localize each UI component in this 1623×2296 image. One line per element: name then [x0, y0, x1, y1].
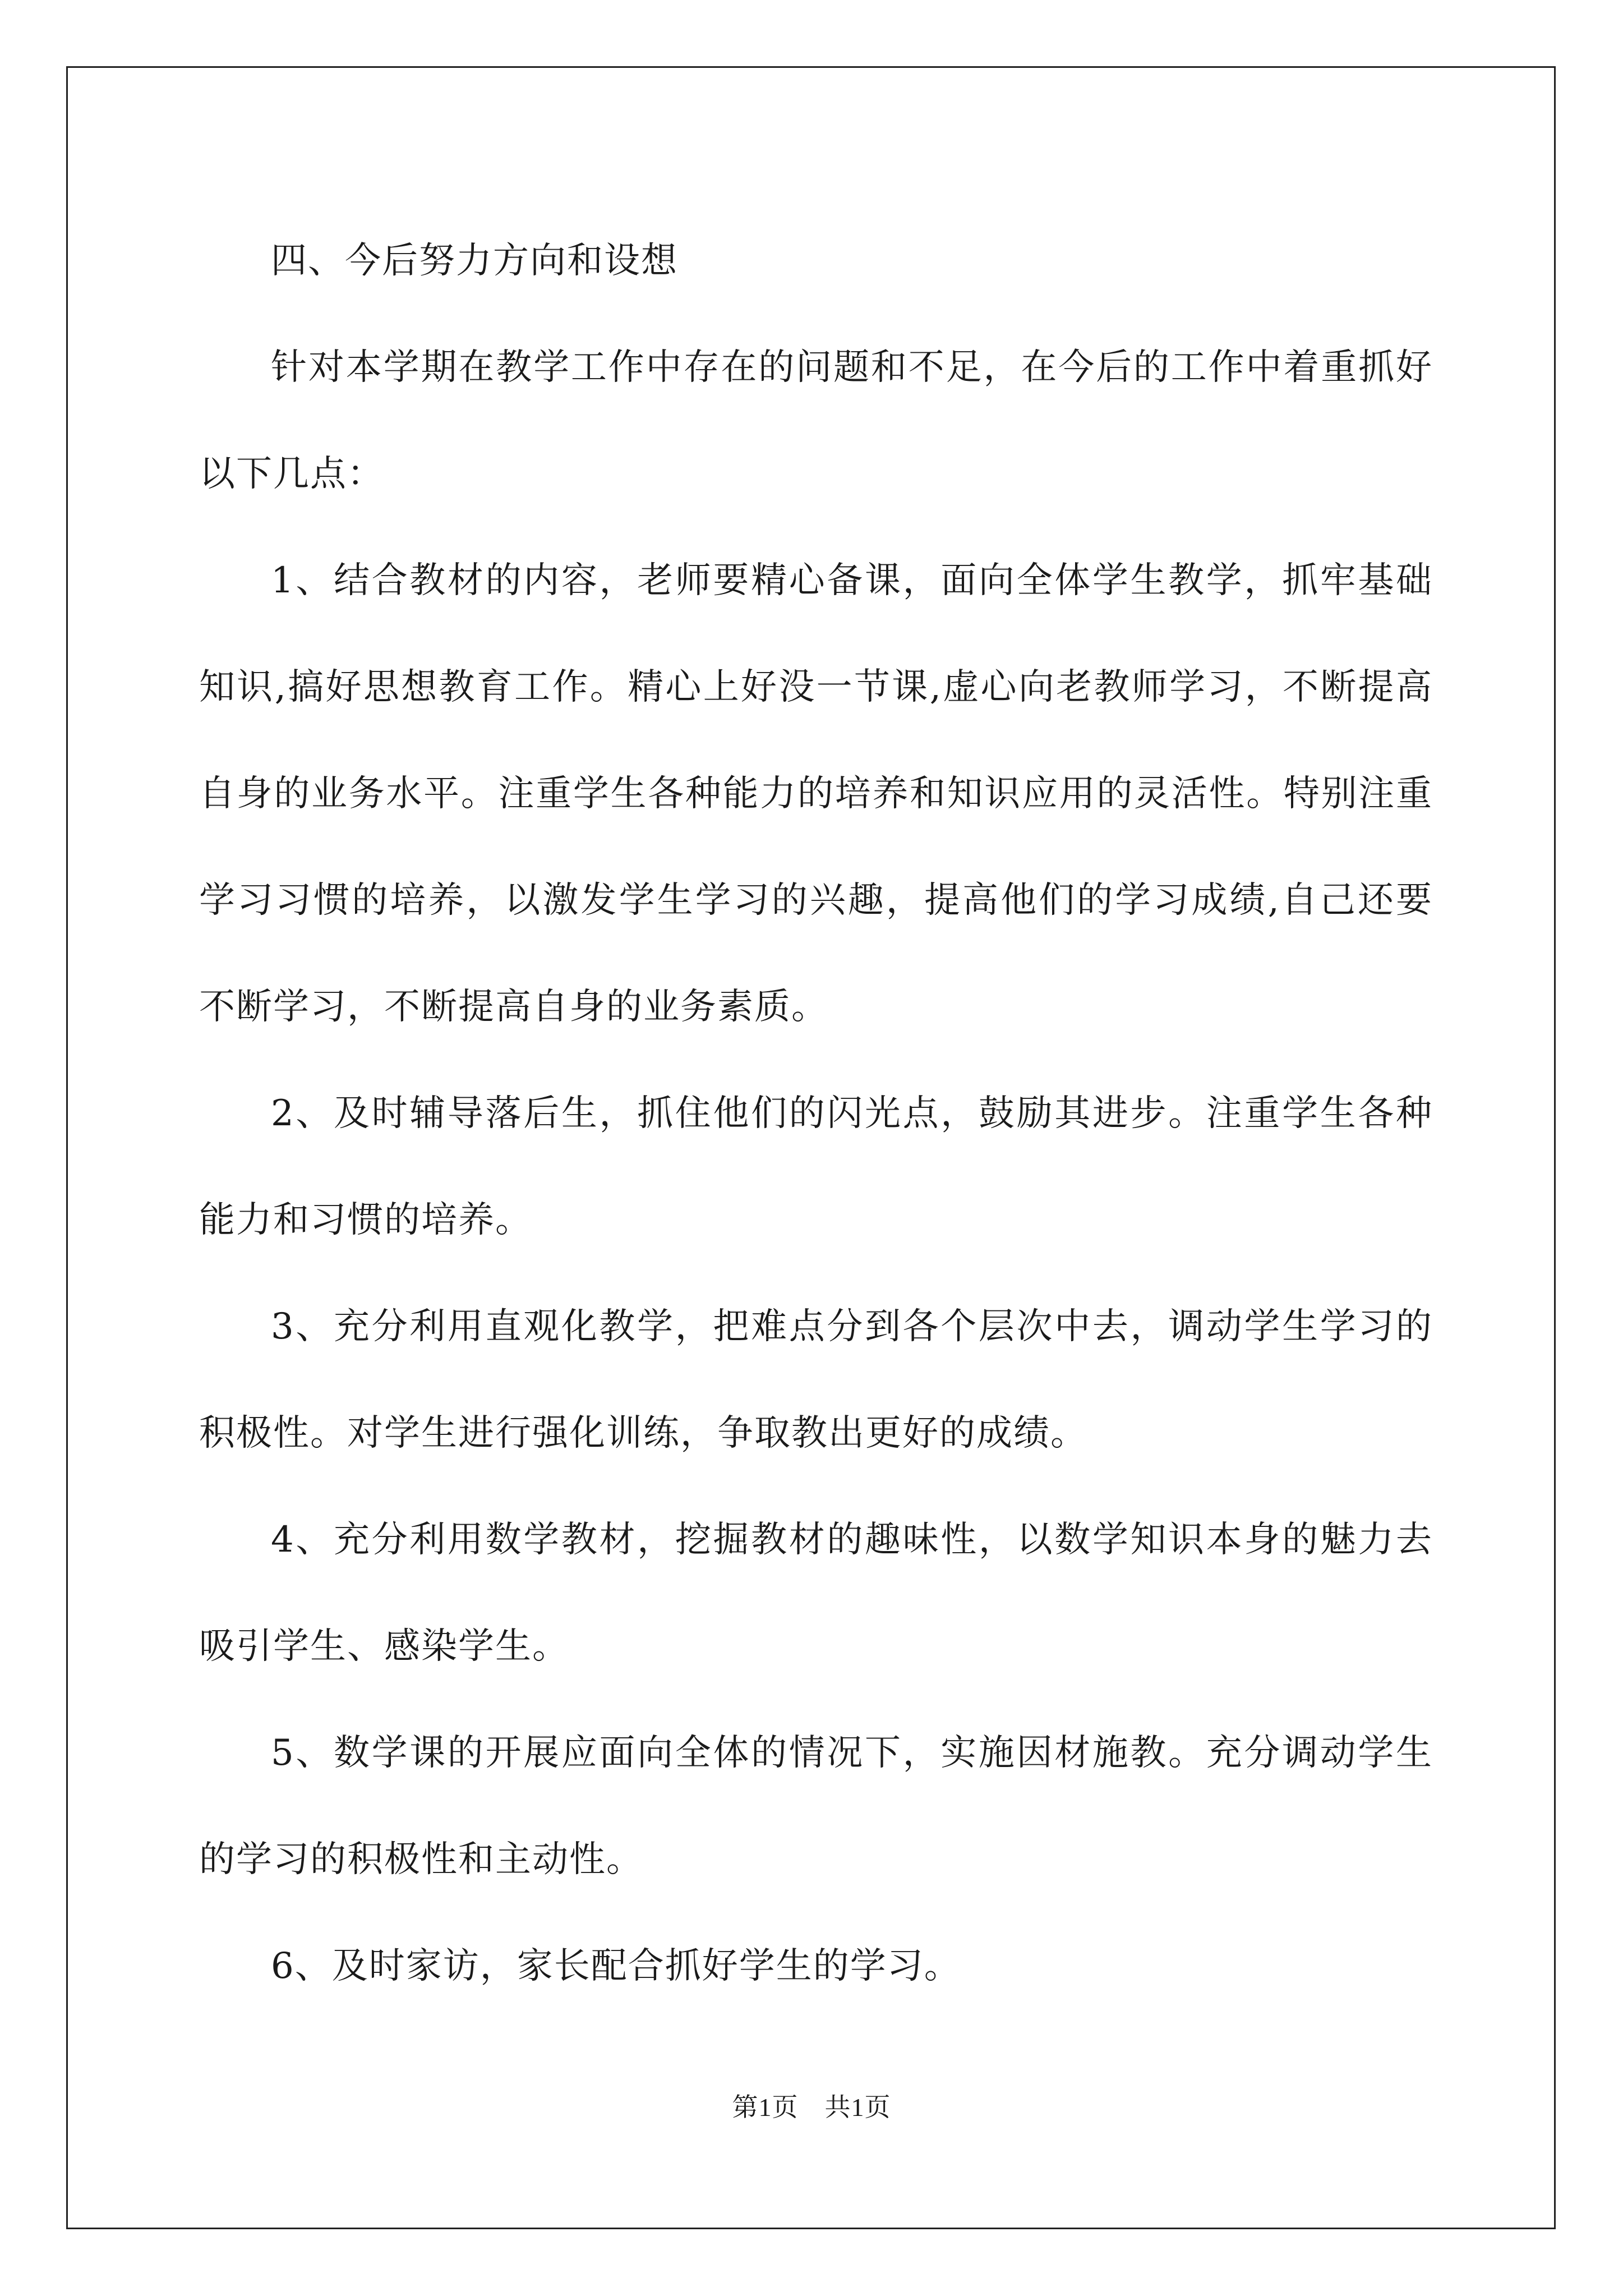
paragraph-item-2: 2、及时辅导落后生，抓住他们的闪光点，鼓励其进步。注重学生各种能力和习惯的培养。 [199, 1093, 1433, 1241]
page-footer: 第1页 共1页 [732, 2093, 891, 2122]
paragraph-intro: 针对本学期在教学工作中存在的问题和不足，在今后的工作中着重抓好以下几点： [199, 347, 1433, 495]
paragraph-item-3: 3、充分利用直观化教学，把难点分到各个层次中去，调动学生学习的积极性。对学生进行强化训练，争取教出更好的成绩。 [199, 1306, 1433, 1454]
paragraph-item-1: 1、结合教材的内容，老师要精心备课，面向全体学生教学，抓牢基础知识,搞好思想教育工作。精心上好没一节课,虚心向老教师学习，不断提高自身的业务水平。注重学生各种能力的培养和知识应用的灵活性。特别注重学习习惯的培养，以激发学生学习的兴趣，提高他们的学习成绩,自己还要不断学习，不断提高自身的业务素质。 [199, 560, 1433, 1028]
paragraph-item-4: 4、充分利用数学教材，挖掘教材的趣味性，以数学知识本身的魅力去吸引学生、感染学生。 [199, 1519, 1433, 1667]
paragraph-item-6: 6、及时家访，家长配合抓好学生的学习。 [271, 1945, 961, 1987]
document-body [199, 208, 1433, 2019]
paragraph-item-5: 5、数学课的开展应面向全体的情况下，实施因材施教。充分调动学生的学习的积极性和主动性。 [199, 1732, 1433, 1880]
section-heading: 四、今后努力方向和设想 [271, 240, 678, 282]
